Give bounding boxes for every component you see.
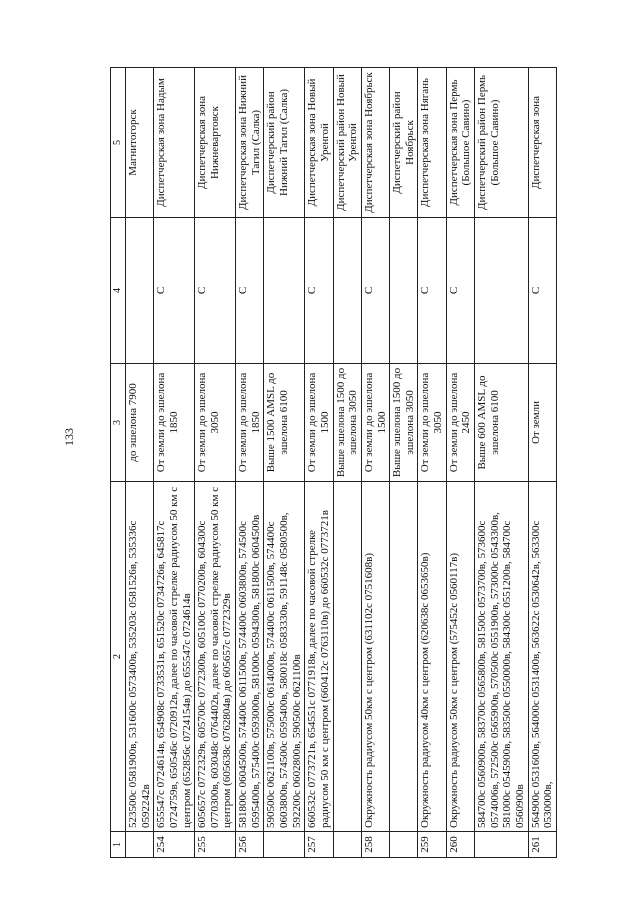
header-cell: 2: [111, 482, 126, 832]
row-number: 258: [361, 832, 389, 858]
row-number: [333, 832, 361, 858]
page-number: 133: [62, 428, 76, 446]
coordinates-cell: [390, 482, 418, 832]
coordinates-cell: 655547с 0724614в, 654908с 0733531в, 651520с 0734726в, 645817с 0724759в, 650546с 0720912в, далее по часовой стрелке радиусом 50 км с центром (652856с 0724154в) до 655547с 0724614в: [154, 482, 195, 832]
table-row: [195, 68, 236, 858]
row-number: [264, 832, 305, 858]
row-number: 254: [154, 832, 195, 858]
coordinates-cell: Окружность радиусом 50км с центром (575452с 0560117в): [446, 482, 474, 832]
coordinates-cell: Окружность радиусом 40км с центром (620638с 0653650в): [418, 482, 446, 832]
airspace-class-cell: [264, 218, 305, 364]
altitude-limits-cell: От земли: [528, 364, 556, 482]
row-number: [390, 832, 418, 858]
altitude-limits-cell: Выше 1500 AMSL до эшелона 6100: [264, 364, 305, 482]
zone-name-cell: Диспетчерская зона Нягань: [418, 68, 446, 218]
altitude-limits-cell: От земли до эшелона 3050: [195, 364, 236, 482]
row-number: 257: [305, 832, 333, 858]
header-cell: 4: [111, 218, 126, 364]
altitude-limits-cell: Выше 600 AMSL до эшелона 6100: [475, 364, 529, 482]
airspace-class-cell: C: [305, 218, 333, 364]
header-row: [111, 68, 126, 858]
header-cell: 3: [111, 364, 126, 482]
zone-name-cell: Диспетчерский район Ноябрьск: [390, 68, 418, 218]
airspace-class-cell: C: [418, 218, 446, 364]
zone-name-cell: Диспетчерская зона: [528, 68, 556, 218]
row-number: 256: [236, 832, 264, 858]
airspace-class-cell: [475, 218, 529, 364]
document-table-rotated: [110, 68, 575, 858]
table-row: [475, 68, 529, 858]
airspace-class-cell: C: [446, 218, 474, 364]
table-body: [126, 68, 557, 858]
table-row: [236, 68, 264, 858]
airspace-class-cell: [126, 218, 154, 364]
coordinates-cell: 564900с 0531600в, 564000с 0531400в, 563622с 0530642в, 563300с 0530000в,: [528, 482, 556, 832]
coordinates-cell: 581800с 0604500в, 574400с 0611500в, 574400с 0603800в, 574500с 0595400в, 575400с 0593000в, 581000с 0594300в, 581800с 0604500в: [236, 482, 264, 832]
zone-name-cell: Диспетчерская зона Новый Уренгой: [305, 68, 333, 218]
zone-name-cell: Диспетчерский район Новый Уренгой: [333, 68, 361, 218]
airspace-class-cell: [390, 218, 418, 364]
zone-name-cell: Диспетчерская зона Нижневартовск: [195, 68, 236, 218]
table-row: [333, 68, 361, 858]
row-number: 260: [446, 832, 474, 858]
header-cell: 1: [111, 832, 126, 858]
altitude-limits-cell: От земли до эшелона 1850: [236, 364, 264, 482]
coordinates-cell: 584700с 0560900в, 583700с 0565800в, 581500с 0573700в, 573600с 0574006в, 572500с 0565900в, 570500с 0551900в, 573000с 0543300в, 581000с 0545900в, 583500с 0550000в, 584300с 0551200в, 584700с 0560900в: [475, 482, 529, 832]
header-cell: 5: [111, 68, 126, 218]
row-number: 255: [195, 832, 236, 858]
table-row: [126, 68, 154, 858]
altitude-limits-cell: От земли до эшелона 1850: [154, 364, 195, 482]
coordinates-cell: 660532с 0773721в, 654551с 0771918в, далее по часовой стрелке радиусом 50 км с центром (660412с 0763110в) до 660532с 0773721в: [305, 482, 333, 832]
table-row: [418, 68, 446, 858]
zone-name-cell: Диспетчерская зона Нижний Тагил (Салка): [236, 68, 264, 218]
altitude-limits-cell: От земли до эшелона 2450: [446, 364, 474, 482]
altitude-limits-cell: От земли до эшелона 3050: [418, 364, 446, 482]
airspace-class-cell: C: [361, 218, 389, 364]
table-row: [361, 68, 389, 858]
row-number: 259: [418, 832, 446, 858]
table-row: [154, 68, 195, 858]
row-number: 261: [528, 832, 556, 858]
table-row: [528, 68, 556, 858]
zone-name-cell: Диспетчерская зона Пермь (Большое Савино): [446, 68, 474, 218]
coordinates-cell: 605657с 0772329в, 605700с 0772300в, 605100с 0770200в, 604300с 0770300в, 603048с 0764402в, далее по часовой стрелке радиусом 50 км с центром (605638с 0762804в) до 605657с 0772329в: [195, 482, 236, 832]
zone-name-cell: Диспетчерская зона Ноябрьск: [361, 68, 389, 218]
airspace-class-cell: C: [528, 218, 556, 364]
airspace-class-cell: C: [195, 218, 236, 364]
coordinates-cell: 523500с 0581900в, 531600с 0573400в, 535203с 0581526в, 535336с 0592242в: [126, 482, 154, 832]
airspace-class-cell: C: [236, 218, 264, 364]
airspace-table: [110, 67, 557, 858]
altitude-limits-cell: От земли до эшелона 1500: [361, 364, 389, 482]
airspace-class-cell: C: [154, 218, 195, 364]
table-row: [446, 68, 474, 858]
zone-name-cell: Диспетчерский район Пермь (Большое Савино): [475, 68, 529, 218]
zone-name-cell: Магнитогорск: [126, 68, 154, 218]
altitude-limits-cell: От земли до эшелона 1500: [305, 364, 333, 482]
airspace-class-cell: [333, 218, 361, 364]
table-row: [305, 68, 333, 858]
altitude-limits-cell: Выше эшелона 1500 до эшелона 3050: [390, 364, 418, 482]
coordinates-cell: Окружность радиусом 50км с центром (631102с 0751608в): [361, 482, 389, 832]
altitude-limits-cell: Выше эшелона 1500 до эшелона 3050: [333, 364, 361, 482]
coordinates-cell: [333, 482, 361, 832]
row-number: [475, 832, 529, 858]
row-number: [126, 832, 154, 858]
zone-name-cell: Диспетчерская зона Надым: [154, 68, 195, 218]
zone-name-cell: Диспетчерский район Нижний Тагил (Салка): [264, 68, 305, 218]
table-row: [264, 68, 305, 858]
table-row: [390, 68, 418, 858]
altitude-limits-cell: до эшелона 7900: [126, 364, 154, 482]
coordinates-cell: 590500с 0621100в, 575000с 0614000в, 574400с 0611500в, 574400с 0603800в, 574500с 0595400в, 580018с 0583330в, 591148с 0580500в, 592200с 0602800в, 590500с 0621100в: [264, 482, 305, 832]
